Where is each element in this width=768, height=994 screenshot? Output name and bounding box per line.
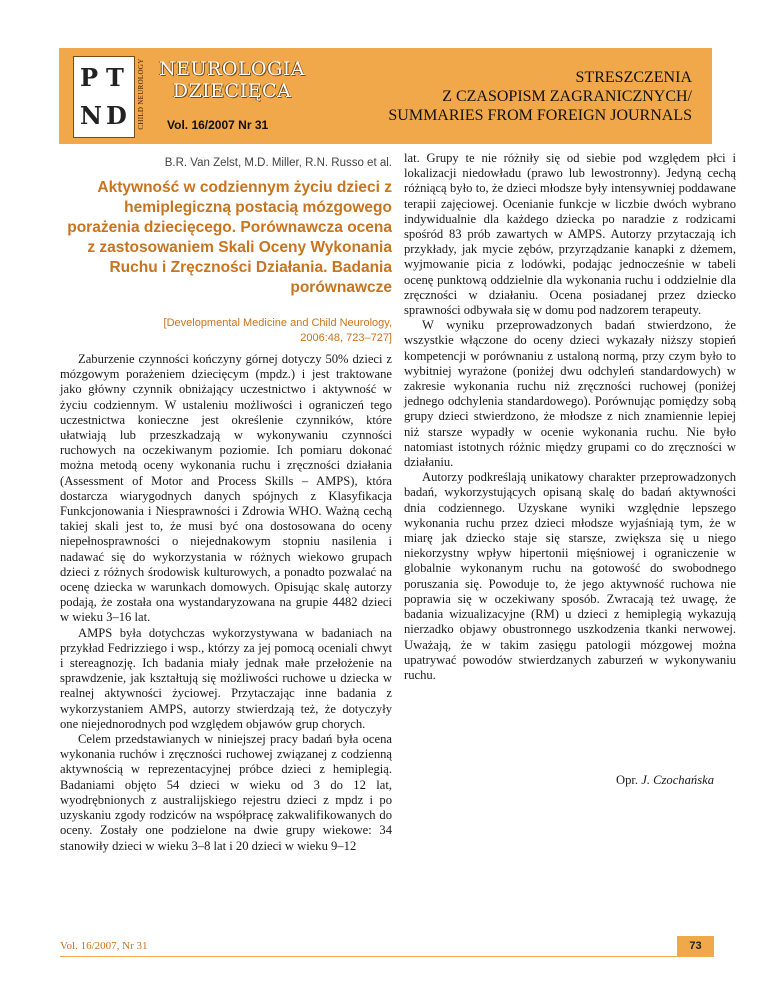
journal-header (59, 48, 712, 144)
journal-name (152, 58, 312, 102)
logo-letter-p: P (80, 63, 99, 92)
volume-label: Vol. 16/2007 Nr 31 (167, 118, 269, 132)
editor-name: J. Czochańska (641, 773, 714, 787)
paragraph: W wyniku przeprowadzonych badań stwierdzono, że wszystkie włączone do oceny dzieci wykazały niższy stopień kompetencji w porównaniu z ustaloną normą, przy czym było to wybitniej wyrażone (poniżej dwu odchyleń standardowych) w zakresie wykonania ruchu niż zręczności ruchowej (poniżej jednego odchylenia standardowego). Porównując pomiędzy sobą grupy dzieci stwierdzono, że młodsze z nich znamiennie lepiej niż starsze wypadły w ocenie wykonania ruchu. Nie było natomiast istotnych różnic między grupami co do zręczności w działaniu. (404, 318, 736, 470)
logo-letter-n: N (80, 101, 102, 130)
paragraph: AMPS była dotychczas wykorzystywana w badaniach na przykład Fedrizziego i wsp., którzy za jej pomocą oceniali chwyt i stereagnozję. Ich badania miały jednak małe przełożenie na sprawdzenie, jak kształtują się możliwości ruchowe u dziecka w realnej aktywności życiowej. Przytaczając inne badania z wykorzystaniem AMPS, autorzy stwierdzają też, że dotyczyły one niejednorodnych pod względem objawów grup chorych. (60, 625, 392, 731)
logo-letter-d: D (106, 101, 127, 130)
article-citation: [Developmental Medicine and Child Neurology, 2006:48, 723–727] (163, 317, 392, 344)
child-neurology-tag: CHILD NEUROLOGY (137, 58, 145, 130)
paragraph: Zaburzenie czynności kończyny górnej dotyczy 50% dzieci z mózgowym porażeniem dziecięcym (mpdz.) i jest traktowane jako główny czynnik obniżający uczestnictwo i aktywność w życiu codziennym. W ustaleniu możliwości i ograniczeń tego uczestnictwa konieczne jest określenie czynników, które ułatwiają lub przeszkadzają w wykonywaniu czynności ruchowych na oczekiwanym poziomie. Ich pomiaru dokonać można metodą oceny wykonania ruchu i zręczności działania (Assessment of Motor and Process Skills – AMPS), która dostarcza wiarygodnych danych spójnych z Klasyfikacja Funkcjonowania i Niesprawności i Zdrowia WHO. Ważną cechą takiej skali jest to, że musi być ona dostosowana do oceny niepełnosprawności o niejednakowym stopniu nasilenia i nadawać się do wykorzystania w różnych wiekowo grupach dzieci z różnych środowisk kulturowych, a ponadto pozwalać na ocenę dziecka w warunkach domowych. Opisując skalę autorzy podają, że została ona wystandaryzowana na grupie 4482 dzieci w wieku 3–16 lat. (60, 352, 392, 625)
ptnd-logo (73, 56, 135, 138)
footer-divider (60, 956, 714, 957)
footer-issue: Vol. 16/2007, Nr 31 (60, 940, 148, 952)
paragraph: lat. Grupy te nie różniły się od siebie pod względem płci i lokalizacji niedowładu (prawo lub lewostronny). Jedyną cechą różniącą było to, że dzieci młodsze były intensywniej poddawane terapii zajęciowej. Ocenianie funkcje w liczbie dwóch wybrano indywidualnie dla każdego dziecka po naradzie z rodzicami spośród 83 prób zawartych w AMPS. Autorzy przytaczają ich przykłady, jak mycie zębów, przyrządzanie kanapki z dżemem, wyjmowanie picia z lodówki, podając jednocześnie w tabeli ocenę punktową oddzielnie dla wykonania ruchu i oddzielnie dla zręczności w działaniu. Ocena posiadanej przez dziecko sprawności odbywała się w domu pod nadzorem terapeuty. (404, 151, 736, 318)
logo-letter-t: T (106, 63, 124, 92)
paragraph: Celem przedstawianych w niniejszej pracy badań była ocena wykonania ruchów i zręczności ruchowej związanej z codzienną aktywnością w reprezentacyjnej próbce dzieci z hemiplegią. Badaniami objęto 54 dzieci w wieku od 3 do 12 lat, wyodrębnionych z australijskiego rejestru dzieci z mpdz i po uzyskaniu zgody rodziców na współpracę zakwalifikowanych do oceny. Zostały one podzielone na dwie grupy wiekowe: 34 stanowiły dzieci w wieku 3–8 lat i 20 dzieci w wieku 9–12 (60, 732, 392, 853)
left-column (60, 352, 392, 854)
journal-name-line2: DZIECIĘCA (172, 80, 292, 102)
article-authors: B.R. Van Zelst, M.D. Miller, R.N. Russo et al. (164, 157, 392, 169)
article-title: Aktywność w codziennym życiu dzieci z hemiplegiczną postacią mózgowego porażenia dziecięcego. Porównawcza ocena z zastosowaniem Skali Oceny Wykonania Ruchu i Zręczności Działania. Badania porównawcze (67, 179, 392, 296)
section-title: STRESZCZENIA Z CZASOPISM ZAGRANICZNYCH/ SUMMARIES FROM FOREIGN JOURNALS (388, 69, 692, 124)
right-column (404, 151, 736, 683)
paragraph: Autorzy podkreślają unikatowy charakter przeprowadzonych badań, wykorzystujących opisaną skalę do badań aktywności dnia codziennego. Uzyskane wyniki względnie lepszego wykonania ruchu przez dzieci młodsze wyjaśniają tym, że w miarę jak dziecko staje się starsze, zwiększa się u niego niekorzystny wpływ hipertonii mięśniowej i ograniczenie w globalnie wykonanym ruchu na gotowość do swobodnego poruszania się. Powoduje to, że jego aktywność ruchowa nie poprawia się w oczekiwany sposób. Zwracają też uwagę, że badania wizualizacyjne (RM) u dzieci z hemiplegią wykazują nierzadko objawy obustronnego uszkodzenia tkanki nerwowej. Uważają, że w takim zasięgu patologii mózgowej można upatrywać powodów stwierdzanych zaburzeń w wykonywaniu ruchu. (404, 470, 736, 682)
journal-name-line1: NEUROLOGIA (159, 58, 305, 80)
editor-signature: Opr. J. Czochańska (616, 773, 714, 787)
page-number: 73 (677, 936, 714, 956)
